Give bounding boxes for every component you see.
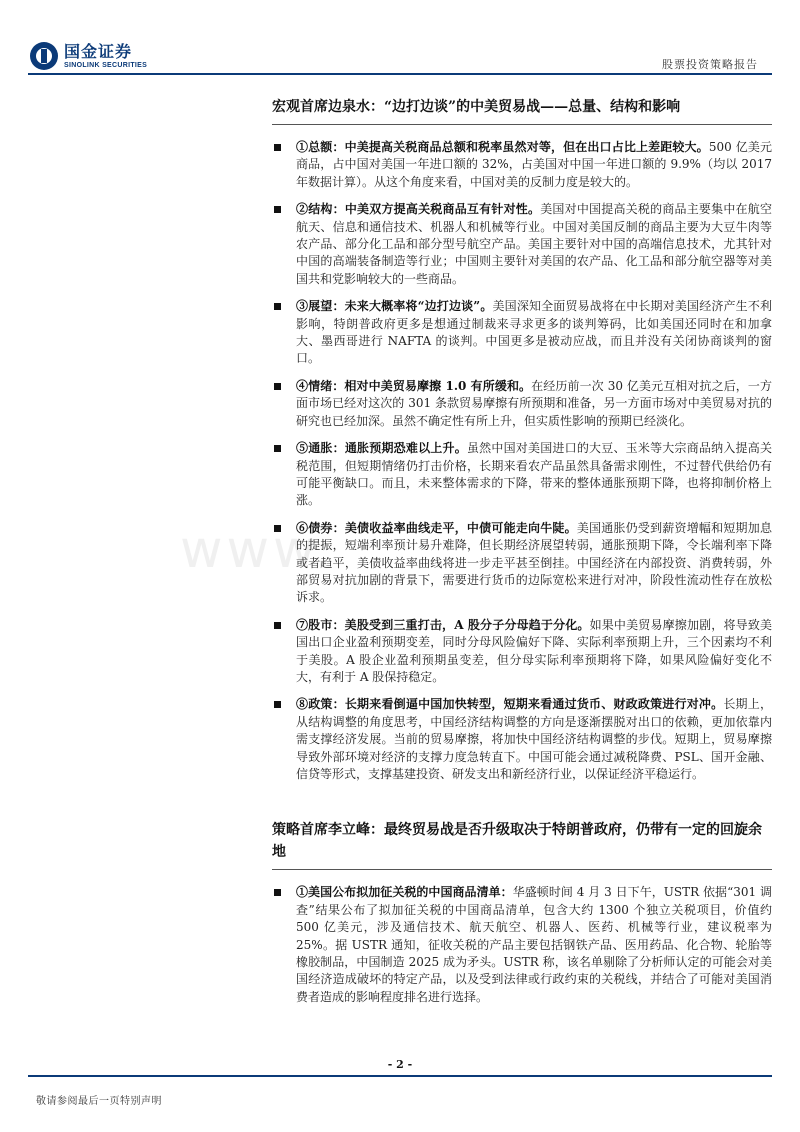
list-item [272,520,772,607]
section-spacer [272,793,772,819]
bullet-heading: ⑥债券：美债收益率曲线走平，中债可能走向牛陡。 [296,520,577,535]
square-bullet-icon [274,701,281,708]
bullet-heading: ①美国公布拟加征关税的中国商品清单： [296,885,513,900]
company-logo [28,40,147,72]
list-item [272,884,772,1006]
bullet-heading: ⑦股市：美股受到三重打击，A 股分子分母趋于分化。 [296,617,590,632]
page-header [0,0,800,80]
square-bullet-icon [274,622,281,629]
bullet-body: 长期上，从结构调整的角度思考，中国经济结构调整的方向是逐渐摆脱对出口的依赖，更加依靠内需支撑经济发展。当前的贸易摩擦，将加快中国经济结构调整的步伐。短期上，贸易摩擦导致外部环境对经济的支撑力度急转直下。中国可能会通过减税降费、PSL、国开金融、信贷等形式，支撑基建投资、研发支出和新经济行业，以保证经济平稳运行。 [296,697,772,781]
macro-bullet-list [272,139,772,783]
bullet-body: 华盛顿时间 4 月 3 日下午，USTR 依据“301 调查”结果公布了拟加征关税的中国商品清单，包含大约 1300 个独立关税项目，价值约 500 亿美元，涉及通信技术、航天航空、机器人、医药、机械等行业，建议税率为 25%。据 USTR 通知，征收关税的产品主要包括钢铁产品、医用药品、化合物、轮胎等橡胶制品，中国制造 2025 成为矛头。USTR 称，该名单剔除了分析师认定的可能会对美国经济造成破坏的特定产品，以及受到法律或行政约束的关税线，并结合了可能对美国消费者造成的影响程度排名进行选择。 [296,885,772,1004]
strategy-bullet-list [272,884,772,1006]
report-type-label: 股票投资策略报告 [662,58,758,71]
square-bullet-icon [274,445,281,452]
list-item [272,440,772,510]
bullet-heading: ⑧政策：长期来看倒逼中国加快转型，短期来看通过货币、财政政策进行对冲。 [296,697,724,712]
page-number: - 2 - [387,1058,413,1071]
section-title-strategy: 策略首席李立峰：最终贸易战是否升级取决于特朗普政府，仍带有一定的回旋余地 [272,819,772,870]
list-item [272,378,772,430]
main-content [272,96,772,1016]
bullet-body: 美国深知全面贸易战将在中长期对美国经济产生不利影响，特朗普政府更多是想通过制裁来寻求更多的谈判筹码，比如美国还同时在和加拿大、墨西哥进行 NAFTA 的谈判。中国更多是被动应战，而且并没有关闭协商谈判的窗口。 [296,299,772,366]
bullet-body: 如果中美贸易摩擦加剧，将导致美国出口企业盈利预期变差，同时分母风险偏好下降、实际利率预期上升，三个因素均不利于美股。A 股企业盈利预期虽变差，但分母实际利率预期将下降，如果风险偏好变化不大，有利于 A 股保持稳定。 [296,617,772,684]
square-bullet-icon [274,525,281,532]
list-item [272,298,772,368]
bullet-body: 500 亿美元商品，占中国对美国一年进口额的 32%，占美国对中国一年进口额的 9.9%（均以 2017 年数据计算）。从这个角度来看，中国对美的反制力度是较大的。 [296,140,772,189]
square-bullet-icon [274,889,281,896]
bullet-heading: ⑤通胀：通胀预期恐难以上升。 [296,441,467,456]
square-bullet-icon [274,303,281,310]
disclaimer-note: 敬请参阅最后一页特别声明 [36,1096,162,1107]
bullet-heading: ②结构：中美双方提高关税商品互有针对性。 [296,202,541,217]
bullet-heading: ③展望：未来大概率将“边打边谈”。 [296,299,493,314]
watermark: www. [180,520,336,580]
bullet-heading: ①总额：中美提高关税商品总额和税率虽然对等，但在出口占比上差距较大。 [296,140,709,154]
logo-english-name: SINOLINK SECURITIES [64,61,148,69]
logo-chinese-name: 国金证券 [64,41,133,61]
bullet-heading: ④情绪：相对中美贸易摩擦 1.0 有所缓和。 [296,378,532,393]
square-bullet-icon [274,383,281,390]
bullet-body: 虽然中国对美国进口的大豆、玉米等大宗商品纳入提高关税范围，但短期情绪仍打击价格，长期来看农产品虽然具备需求刚性，不过替代供给仍有可能平衡缺口。而且，未来整体需求的下降，带来的整体通胀预期下降，也将抑制价格上涨。 [296,441,772,508]
square-bullet-icon [274,144,281,151]
bullet-body: 美国对中国提高关税的商品主要集中在航空航天、信息和通信技术、机器人和机械等行业。中国对美国反制的商品主要为大豆牛肉等农产品、部分化工品和部分型号航空产品。美国主要针对中国的高端信息技术，尤其针对中国的高端装备制造等行业；中国则主要针对美国的农产品、化工品和部分航空器等对美国共和党影响较大的一些商品。 [296,202,772,286]
bullet-body: 在经历前一次 30 亿美元互相对抗之后，一方面市场已经对这次的 301 条款贸易摩擦有所预期和准备，另一方面市场对中美贸易对抗的研究也已经加深。虽然不确定性有所上升，但实质性影响的预期已经淡化。 [296,378,773,428]
list-item [272,617,772,687]
square-bullet-icon [274,206,281,213]
footer-divider [28,1075,772,1077]
sinolink-logo-icon [28,40,60,72]
list-item [272,139,772,191]
list-item [272,696,772,783]
list-item [272,201,772,288]
header-divider [28,73,772,75]
section-title-macro: 宏观首席边泉水：“边打边谈”的中美贸易战——总量、结构和影响 [272,96,772,125]
bullet-body: 美国通胀仍受到薪资增幅和短期加息的提振，短端利率预计易升难降，但长期经济展望转弱，通胀预期下降，令长端利率下降或者趋平，美债收益率曲线将进一步走平甚至倒挂。中国经济在内部投资、消费转弱，外部贸易对抗加剧的背景下，需要进行货币的边际宽松来进行对冲，阶段性流动性存在放松诉求。 [296,520,772,605]
